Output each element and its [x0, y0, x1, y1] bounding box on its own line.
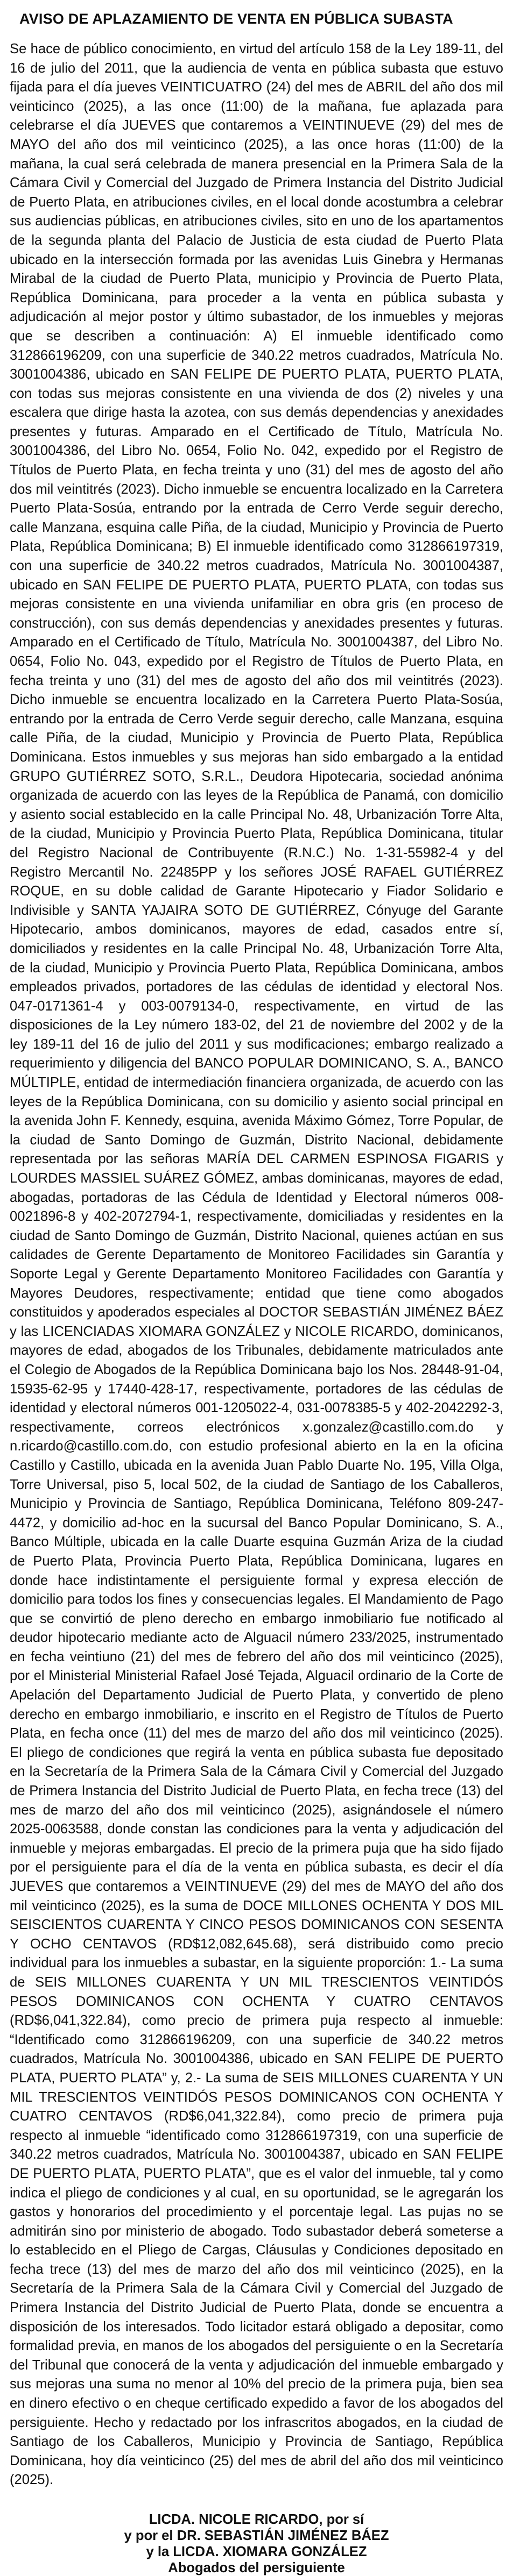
notice-body: Se hace de público conocimiento, en virtud del artículo 158 de la Ley 189-11, del 16 de julio del 2011, que la audiencia de venta en pública subasta que estuvo fijada para el día jueves VEINTICUATRO (24) del mes de ABRIL del año dos mil veinticinco (2025), a las once (11:00) de la mañana, fue aplazada para celebrarse el día JUEVES que contaremos a VEINTINUEVE (29) del mes de MAYO del año dos mil veinticinco (2025), a las once horas (11:00) de la mañana, la cual será celebrada de manera presencial en la Primera Sala de la Cámara Civil y Comercial del Juzgado de Primera Instancia del Distrito Judicial de Puerto Plata, en atribuciones civiles, en el local donde acostumbra a celebrar sus audiencias públicas, en atribuciones civiles, sito en uno de los apartamentos de la segunda planta del Palacio de Justicia de esta ciudad de Puerto Plata ubicado en la intersección formada por las avenidas Luis Ginebra y Hermanas Mirabal de la ciudad de Puerto Plata, municipio y Provincia de Puerto Plata, República Dominicana, para proceder a la venta en pública subasta y adjudicación al mejor postor y último subastador, de los inmuebles y mejoras que se describen a continuación: A) El inmueble identificado como 312866196209, con una superficie de 340.22 metros cuadrados, Matrícula No. 3001004386, ubicado en SAN FELIPE DE PUERTO PLATA, PUERTO PLATA, con todas sus mejoras consistente en una vivienda de dos (2) niveles y una escalera que dirige hasta la azotea, con sus demás dependencias y anexidades presentes y futuras. Amparado en el Certificado de Título, Matrícula No. 3001004386, del Libro No. 0654, Folio No. 042, expedido por el Registro de Títulos de Puerto Plata, en fecha treinta y uno (31) del mes de agosto del año dos mil veintitrés (2023). Dicho inmueble se encuentra localizado en la Carretera Puerto Plata-Sosúa, entrando por la entrada de Cerro Verde seguir derecho, calle Manzana, esquina calle Piña, de la ciudad, Municipio y Provincia de Puerto Plata, República Dominicana; B) El inmueble identificado como 312866197319, con una superficie de 340.22 metros cuadrados, Matrícula No. 3001004387, ubicado en SAN FELIPE DE PUERTO PLATA, PUERTO PLATA, con todas sus mejoras consistente en una vivienda unifamiliar en obra gris (en proceso de construcción), con sus demás dependencias y anexidades presentes y futuras. Amparado en el Certificado de Título, Matrícula No. 3001004387, del Libro No. 0654, Folio No. 043, expedido por el Registro de Títulos de Puerto Plata, en fecha treinta y uno (31) del mes de agosto del año dos mil veintitrés (2023). Dicho inmueble se encuentra localizado en la Carretera Puerto Plata-Sosúa, entrando por la entrada de Cerro Verde seguir derecho, calle Manzana, esquina calle Piña, de la ciudad, Municipio y Provincia de Puerto Plata, República Dominicana. Estos inmuebles y sus mejoras han sido embargado a la entidad GRUPO GUTIÉRREZ SOTO, S.R.L., Deudora Hipotecaria, sociedad anónima organizada de acuerdo con las leyes de la República de Panamá, con domicilio y asiento social establecido en la calle Principal No. 48, Urbanización Torre Alta, de la ciudad, Municipio y Provincia Puerto Plata, República Dominicana, titular del Registro Nacional de Contribuyente (R.N.C.) No. 1-31-55982-4 y del Registro Mercantil No. 22485PP y los señores JOSÉ RAFAEL GUTIÉRREZ ROQUE, en su doble calidad de Garante Hipotecario y Fiador Solidario e Indivisible y SANTA YAJAIRA SOTO DE GUTIÉRREZ, Cónyuge del Garante Hipotecario, ambos dominicanos, mayores de edad, casados entre sí, domiciliados y residentes en la calle Principal No. 48, Urbanización Torre Alta, de la ciudad, Municipio y Provincia Puerto Plata, República Dominicana, ambos empleados privados, portadores de las cédulas de identidad y electoral Nos. 047-0171361-4 y 003-0079134-0, respectivamente, en virtud de las disposiciones de la Ley número 183-02, del 21 de noviembre del 2002 y de la ley 189-11 del 16 de julio del 2011 y sus modificaciones; embargo realizado a requerimiento y diligencia del BANCO POPULAR DOMINICANO, S. A., BANCO MÚLTIPLE, entidad de intermediación financiera organizada, de acuerdo con las leyes de la República Dominicana, con su domicilio y asiento social principal en la avenida John F. Kennedy, esquina, avenida Máximo Gómez, Torre Popular, de la ciudad de Santo Domingo de Guzmán, Distrito Nacional, debidamente representada por las señoras MARÍA DEL CARMEN ESPINOSA FIGARIS y LOURDES MASSIEL SUÁREZ GÓMEZ, ambas dominicanas, mayores de edad, abogadas, portadoras de las Cédula de Identidad y Electoral números 008-0021896-8 y 402-2072794-1, respectivamente, domiciliadas y residentes en la ciudad de Santo Domingo de Guzmán, Distrito Nacional, quienes actúan en sus calidades de Gerente Departamento de Monitoreo Facilidades sin Garantía y Soporte Legal y Gerente Departamento Monitoreo Facilidades con Garantía y Mayores Deudores, respectivamente; entidad que tiene como abogados constituidos y apoderados especiales al DOCTOR SEBASTIÁN JIMÉNEZ BÁEZ y las LICENCIADAS XIOMARA GONZÁLEZ y NICOLE RICARDO, dominicanos, mayores de edad, abogados de los Tribunales, debidamente matriculados ante el Colegio de Abogados de la República Dominicana bajo los Nos. 28448-91-04, 15935-62-95 y 17440-428-17, respectivamente, portadores de las cédulas de identidad y electoral números 001-1205022-4, 031-0078385-5 y 402-2042292-3, respectivamente, correos electrónicos x.gonzalez@castillo.com.do y n.ricardo@castillo.com.do, con estudio profesional abierto en la en la oficina Castillo y Castillo, ubicada en la avenida Juan Pablo Duarte No. 195, Villa Olga, Torre Universal, piso 5, local 502, de la ciudad de Santiago de los Caballeros, Municipio y Provincia de Santiago, República Dominicana, Teléfono 809-247-4472, y domicilio ad-hoc en la sucursal del Banco Popular Dominicano, S. A., Banco Múltiple, ubicada en la calle Duarte esquina Guzmán Ariza de la ciudad de Puerto Plata, Provincia Puerto Plata, República Dominicana, lugares en donde hace indistintamente el persiguiente formal y expresa elección de domicilio para todos los fines y consecuencias legales. El Mandamiento de Pago que se convirtió de pleno derecho en embargo inmobiliario fue notificado al deudor hipotecario mediante acto de Alguacil número 233/2025, instrumentado en fecha veintiuno (21) del mes de febrero del año dos mil veinticinco (2025), por el Ministerial Ministerial Rafael José Tejada, Alguacil ordinario de la Corte de Apelación del Departamento Judicial de Puerto Plata, y convertido de pleno derecho en embargo inmobiliario, e inscrito en el Registro de Títulos de Puerto Plata, en fecha once (11) del mes de marzo del año dos mil veinticinco (2025). El pliego de condiciones que regirá la venta en pública subasta fue depositado en la Secretaría de la Primera Sala de la Cámara Civil y Comercial del Juzgado de Primera Instancia del Distrito Judicial de Puerto Plata, en fecha trece (13) del mes de marzo del año dos mil veinticinco (2025), asignándosele el número 2025-0063588, donde constan las condiciones para la venta y adjudicación del inmueble y mejoras embargadas. El precio de la primera puja que ha sido fijado por el persiguiente para el día de la venta en pública subasta, es decir el día JUEVES que contaremos a VEINTINUEVE (29) del mes de MAYO del año dos mil veinticinco (2025), es la suma de DOCE MILLONES OCHENTA Y DOS MIL SEISCIENTOS CUARENTA Y CINCO PESOS DOMINICANOS CON SESENTA Y OCHO CENTAVOS (RD$12,082,645.68), será distribuido como precio individual para los inmuebles a subastar, en la siguiente proporción: 1.- La suma de SEIS MILLONES CUARENTA Y UN MIL TRESCIENTOS VEINTIDÓS PESOS DOMINICANOS CON OCHENTA Y CUATRO CENTAVOS (RD$6,041,322.84), como precio de primera puja respecto al inmueble: “Identificado como 312866196209, con una superficie de 340.22 metros cuadrados, Matrícula No. 3001004386, ubicado en SAN FELIPE DE PUERTO PLATA, PUERTO PLATA” y, 2.- La suma de SEIS MILLONES CUARENTA Y UN MIL TRESCIENTOS VEINTIDÓS PESOS DOMINICANOS CON OCHENTA Y CUATRO CENTAVOS (RD$6,041,322.84), como precio de primera puja respecto al inmueble “identificado como 312866197319, con una superficie de 340.22 metros cuadrados, Matrícula No. 3001004387, ubicado en SAN FELIPE DE PUERTO PLATA, PUERTO PLATA”, que es el valor del inmueble, tal y como indica el pliego de condiciones y al cual, en su oportunidad, se le agregarán los gastos y honorarios del procedimiento y el porcentaje legal. Las pujas no se admitirán sino por ministerio de abogado. Todo subastador deberá someterse a lo establecido en el Pliego de Cargas, Cláusulas y Condiciones depositado en fecha trece (13) del mes de marzo del año dos mil veinticinco (2025), en la Secretaría de la Primera Sala de la Cámara Civil y Comercial del Juzgado de Primera Instancia del Distrito Judicial de Puerto Plata, donde se encuentra a disposición de los interesados. Todo licitador estará obligado a depositar, como formalidad previa, en manos de los abogados del persiguiente o en la Secretaría del Tribunal que conocerá de la venta y adjudicación del inmueble embargado y sus mejoras una suma no menor al 10% del precio de la primera puja, bien sea en dinero efectivo o en cheque certificado expedido a favor de los abogados del persiguiente. Hecho y redactado por los infrascritos abogados, en la ciudad de Santiago de los Caballeros, Municipio y Provincia de Santiago, República Dominicana, hoy día veinticinco (25) del mes de abril del año dos mil veinticinco (2025). [10, 41, 503, 2488]
signature-block [10, 2511, 503, 2576]
signature-line-1: LICDA. NICOLE RICARDO, por sí [149, 2512, 364, 2527]
notice-title: AVISO DE APLAZAMIENTO DE VENTA EN PÚBLICA SUBASTA [19, 11, 453, 27]
signature-line-2: y por el DR. SEBASTIÁN JIMÉNEZ BÁEZ [124, 2528, 389, 2543]
signature-line-3: y la LICDA. XIOMARA GONZÁLEZ [146, 2544, 367, 2559]
signature-role: Abogados del persiguiente [168, 2560, 345, 2575]
